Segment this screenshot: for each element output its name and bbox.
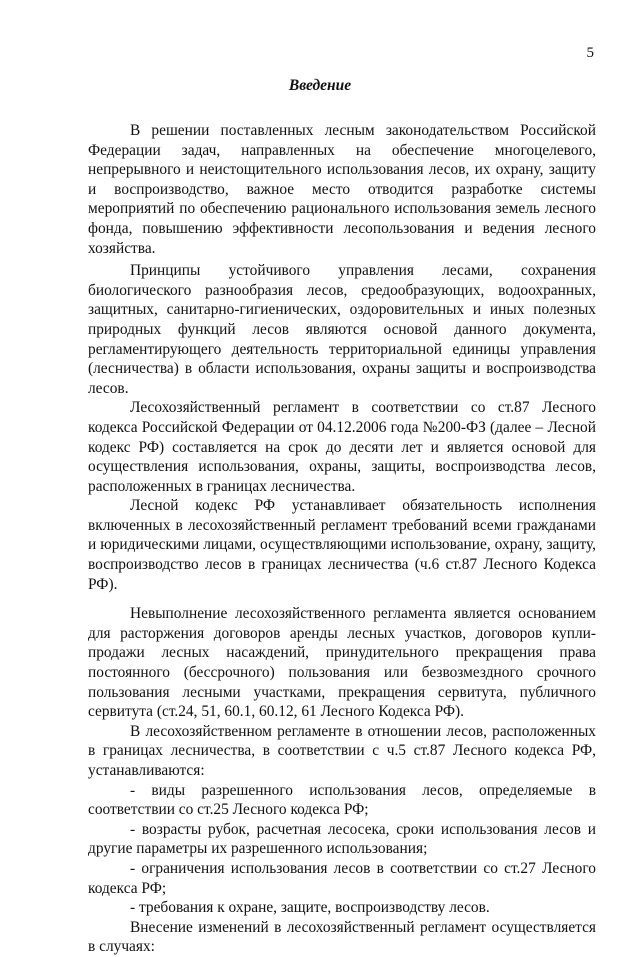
paragraph-2: Принципы устойчивого управления лесами, сохранения биологического разнообразия лесов, средообразующих, водоохранных, защитных, санитарно-гигиенических, оздоровительных и иных полезных природных функций лесов являются основой данного документа, регламентирующего деятельность территориальной единицы управления (лесничества) в области использования, охраны защиты и воспроизводства лесов. (88, 262, 596, 397)
paragraph-6: В лесохозяйственном регламенте в отношении лесов, расположенных в границах лесничества, в соответствии с ч.5 ст.87 Лесного кодекса РФ, устанавливаются: (88, 722, 596, 779)
list-item-1: - виды разрешенного использования лесов, определяемые в соответствии со ст.25 Лесного кодекса РФ; (88, 781, 596, 819)
document-body (88, 121, 596, 957)
paragraph-1: В решении поставленных лесным законодательством Российской Федерации задач, направленных на обеспечение многоцелевого, непрерывного и неистощительного использования лесов, их охрану, защиту и воспроизводство, важное место отводится разработке системы мероприятий по обеспечению рационального использования земель лесного фонда, повышению эффективности лесопользования и ведения лесного хозяйства. (88, 122, 596, 257)
list-item-2: - возрасты рубок, расчетная лесосека, сроки использования лесов и другие параметры их разрешенного использования; (88, 820, 596, 858)
paragraph-3: Лесохозяйственный регламент в соответствии со ст.87 Лесного кодекса Российской Федерации от 04.12.2006 года №200-ФЗ (далее – Лесной кодекс РФ) составляется на срок до десяти лет и является основой для осуществления использования, охраны, защиты, воспроизводства лесов, расположенных в границах лесничества. (88, 399, 596, 495)
page-number: 5 (586, 45, 594, 61)
list-item-3: - ограничения использования лесов в соответствии со ст.27 Лесного кодекса РФ; (88, 859, 596, 897)
list-item-4: - требования к охране, защите, воспроизводству лесов. (130, 899, 490, 917)
paragraph-7: Внесение изменений в лесохозяйственный регламент осуществляется в случаях: (88, 918, 596, 956)
section-heading: Введение (288, 77, 352, 94)
paragraph-5: Невыполнение лесохозяйственного регламента является основанием для расторжения договоров аренды лесных участков, договоров купли-продажи лесных насаждений, принудительного прекращения права постоянного (бессрочного) пользования или безвозмездного срочного пользования лесными участками, прекращения сервитута, публичного сервитута (ст.24, 51, 60.1, 60.12, 61 Лесного Кодекса РФ). (88, 605, 596, 721)
paragraph-4: Лесной кодекс РФ устанавливает обязательность исполнения включенных в лесохозяйственный регламент требований всеми гражданами и юридическими лицами, осуществляющими использование, охрану, защиту, воспроизводство лесов в границах лесничества (ч.6 ст.87 Лесного Кодекса РФ). (88, 497, 596, 593)
